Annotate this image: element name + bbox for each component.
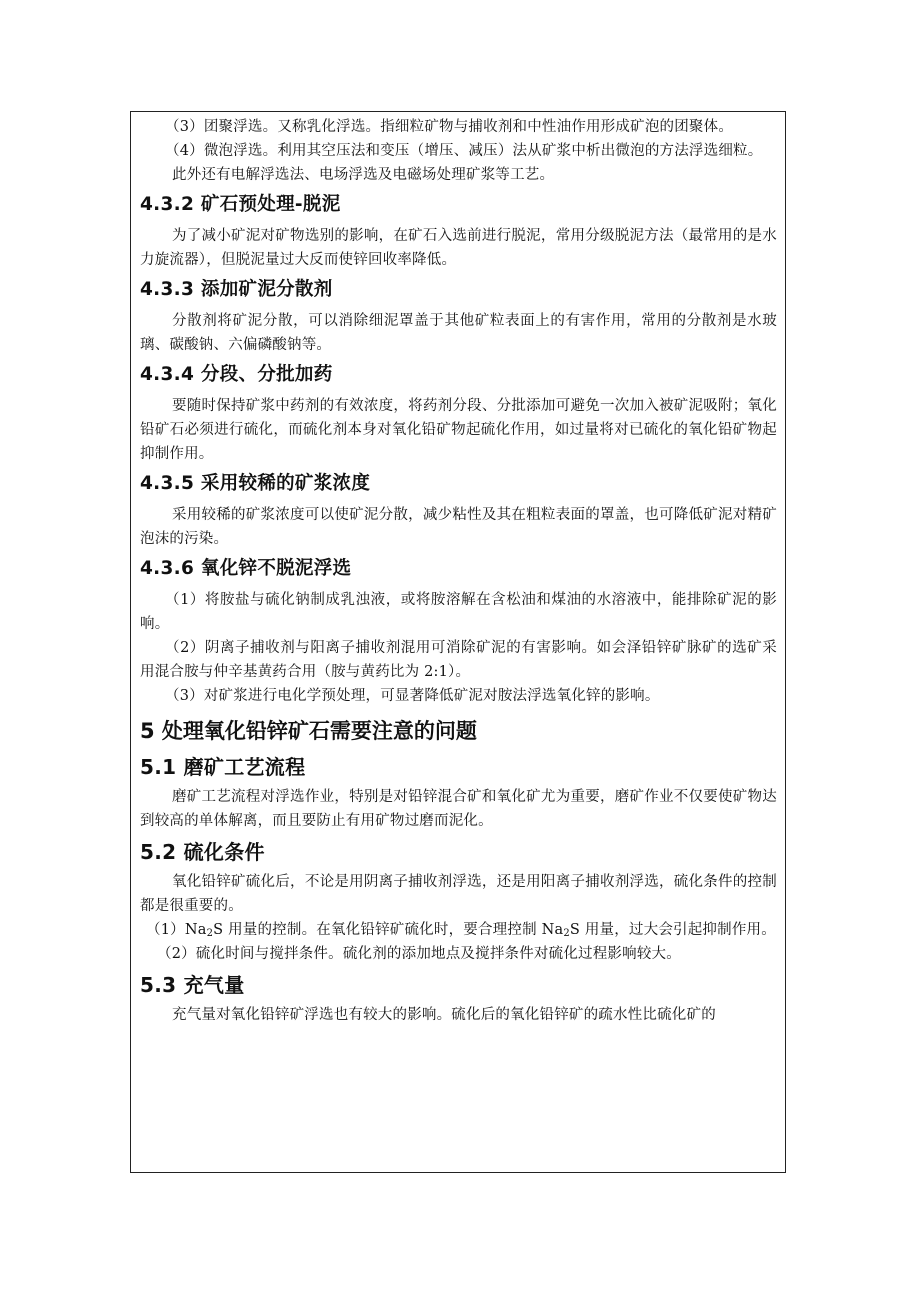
paragraph: 氧化铅锌矿硫化后，不论是用阴离子捕收剂浮选，还是用阳离子捕收剂浮选，硫化条件的控制都是很重要的。	[140, 874, 777, 914]
document-frame	[130, 111, 786, 1173]
paragraph: 要随时保持矿浆中药剂的有效浓度，将药剂分段、分批添加可避免一次加入被矿泥吸附；氧化铅矿石必须进行硫化，而硫化剂本身对氧化铅矿物起硫化作用，如过量将对已硫化的氧化铅矿物起抑制作用。	[140, 398, 777, 462]
section-heading-4-3-6: 4.3.6 氧化锌不脱泥浮选	[140, 558, 352, 579]
paragraph-na2s	[140, 918, 777, 942]
paragraph: 采用较稀的矿浆浓度可以使矿泥分散，减少粘性及其在粗粒表面的罩盖，也可降低矿泥对精矿泡沫的污染。	[140, 507, 777, 547]
section-heading-4-3-4: 4.3.4 分段、分批加药	[140, 364, 333, 385]
section-heading-4-3-2: 4.3.2 矿石预处理-脱泥	[140, 194, 341, 215]
section-heading-5-1: 5.1 磨矿工艺流程	[140, 755, 306, 779]
text-run: S 用量，过大会引起抑制作用。	[569, 922, 776, 938]
paragraph: （3）对矿浆进行电化学预处理，可显著降低矿泥对胺法浮选氧化锌的影响。	[165, 688, 660, 704]
paragraph: 此外还有电解浮选法、电场浮选及电磁场处理矿浆等工艺。	[172, 167, 555, 183]
subscript: 2	[206, 928, 214, 939]
subscript: 2	[563, 928, 570, 939]
section-heading-4-3-3: 4.3.3 添加矿泥分散剂	[140, 279, 333, 300]
text-run: （1）Na	[146, 922, 207, 938]
paragraph: （2）阴离子捕收剂与阳离子捕收剂混用可消除矿泥的有害影响。如会泽铅锌矿脉矿的选矿采用混合胺与仲辛基黄药合用（胺与黄药比为 2:1）。	[140, 640, 777, 680]
chapter-heading-5: 5 处理氧化铅锌矿石需要注意的问题	[140, 719, 477, 743]
paragraph: 为了减小矿泥对矿物选别的影响，在矿石入选前进行脱泥，常用分级脱泥方法（最常用的是水力旋流器），但脱泥量过大反而使锌回收率降低。	[140, 228, 777, 268]
paragraph: 磨矿工艺流程对浮选作业，特别是对铅锌混合矿和氧化矿尤为重要，磨矿作业不仅要使矿物达到较高的单体解离，而且要防止有用矿物过磨而泥化。	[140, 789, 777, 829]
section-heading-5-3: 5.3 充气量	[140, 973, 245, 997]
section-heading-4-3-5: 4.3.5 采用较稀的矿浆浓度	[140, 473, 371, 494]
paragraph: （3）团聚浮选。又称乳化浮选。指细粒矿物与捕收剂和中性油作用形成矿泡的团聚体。	[165, 119, 734, 135]
section-heading-5-2: 5.2 硫化条件	[140, 840, 265, 864]
paragraph: （2）硫化时间与搅拌条件。硫化剂的添加地点及搅拌条件对硫化过程影响较大。	[157, 946, 681, 962]
paragraph: （4）微泡浮选。利用其空压法和变压（增压、减压）法从矿浆中析出微泡的方法浮选细粒。	[165, 143, 763, 159]
paragraph: 充气量对氧化铅锌矿浮选也有较大的影响。硫化后的氧化铅锌矿的疏水性比硫化矿的	[172, 1007, 716, 1023]
text-run: S 用量的控制。在氧化铅锌矿硫化时，要合理控制 Na	[213, 922, 564, 938]
paragraph: 分散剂将矿泥分散，可以消除细泥罩盖于其他矿粒表面上的有害作用，常用的分散剂是水玻璃、碳酸钠、六偏磷酸钠等。	[140, 313, 777, 353]
paragraph: （1）将胺盐与硫化钠制成乳浊液，或将胺溶解在含松油和煤油的水溶液中，能排除矿泥的影响。	[140, 592, 777, 632]
